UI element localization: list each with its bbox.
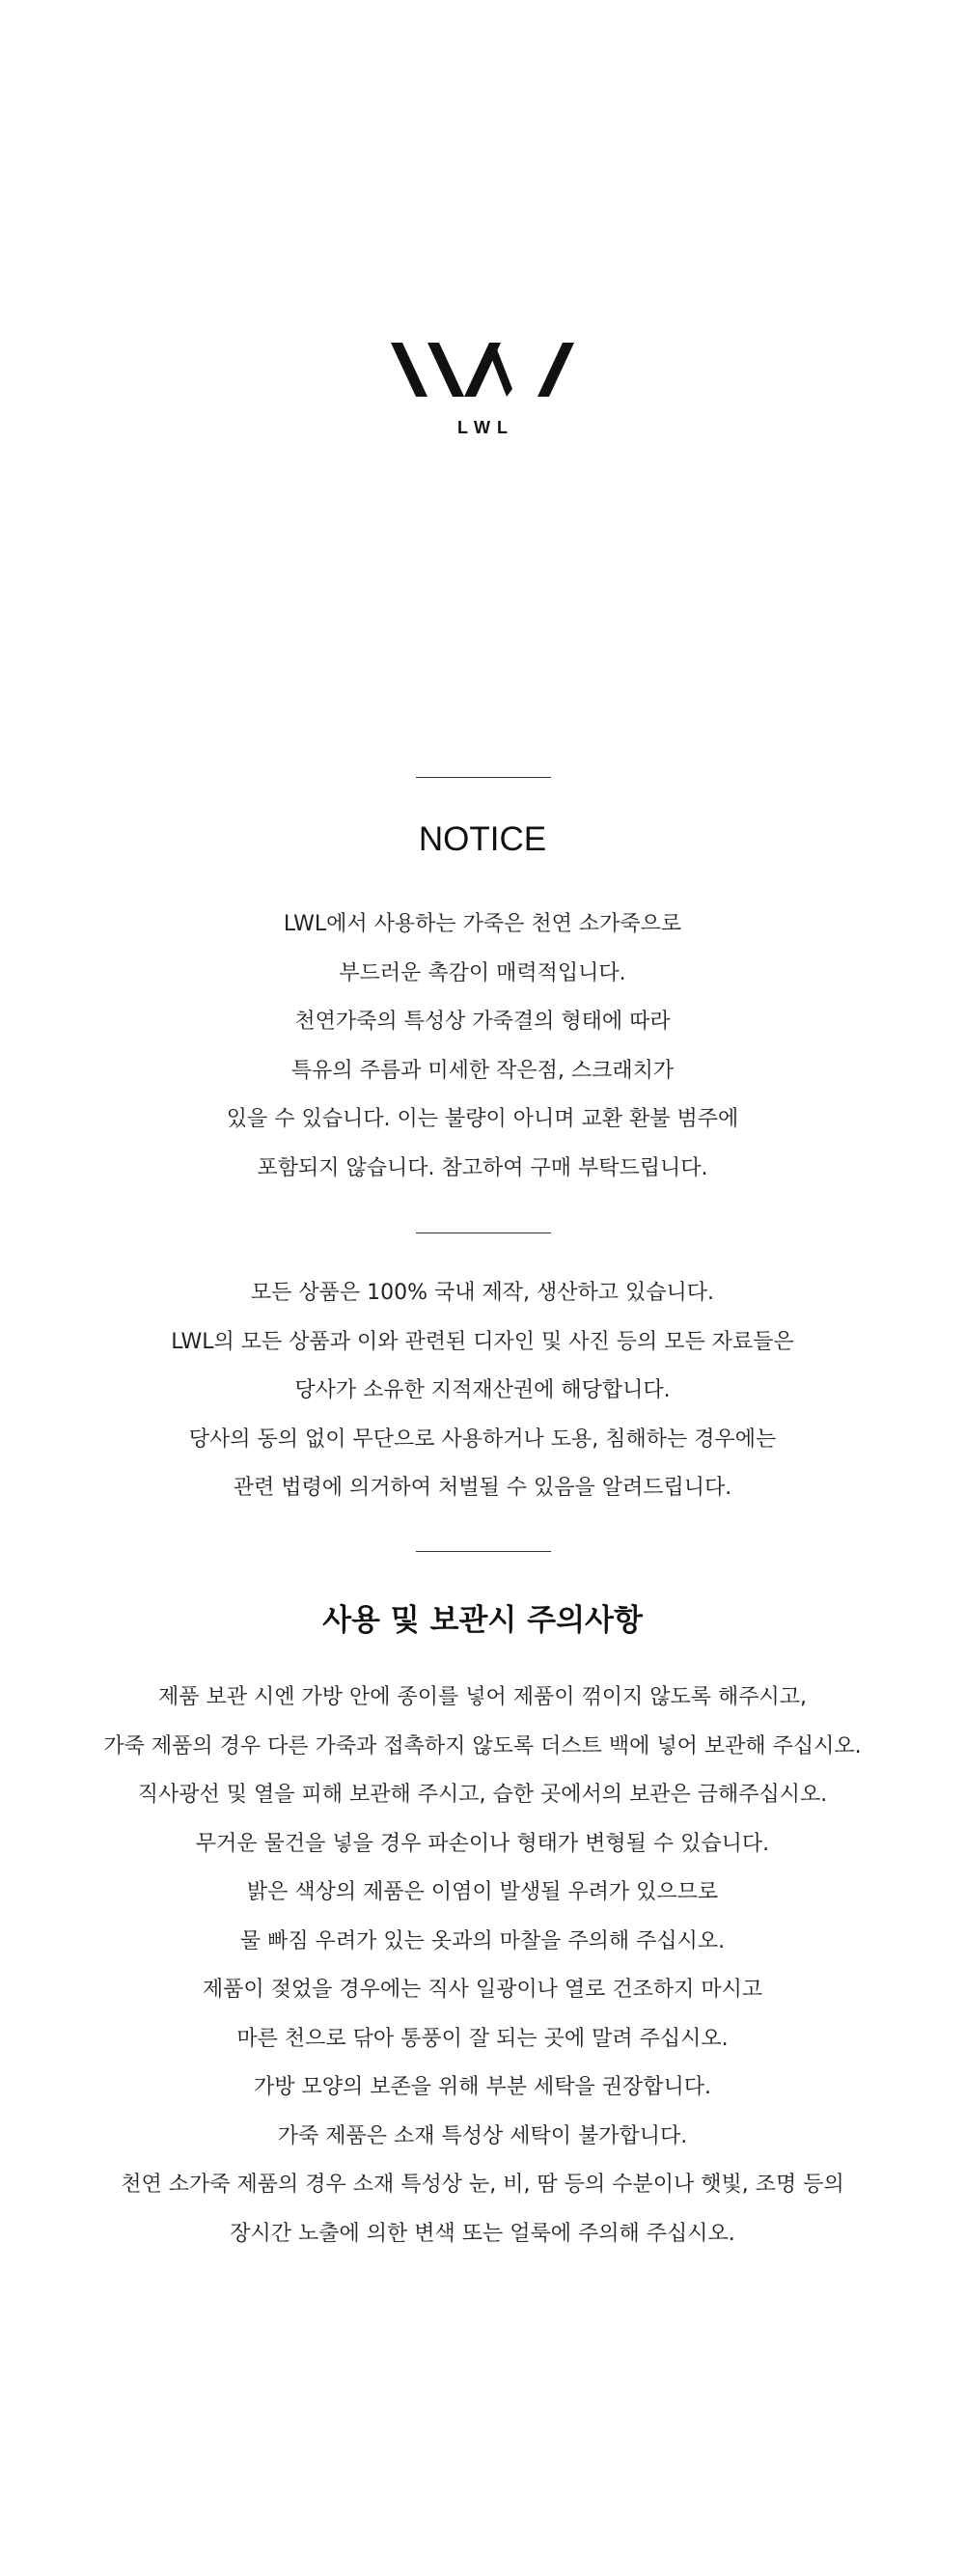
care-line: 천연 소가죽 제품의 경우 소재 특성상 눈, 비, 땀 등의 수분이나 햇빛, 조명 등의 <box>121 2173 844 2197</box>
care-line: 밝은 색상의 제품은 이염이 발생될 우려가 있으므로 <box>246 1880 719 1904</box>
lwl-logo-mark-icon <box>391 343 574 401</box>
notice-line: 특유의 주름과 미세한 작은점, 스크래치가 <box>290 1058 675 1083</box>
care-line: 가죽 제품은 소재 특성상 세탁이 불가합니다. <box>277 2123 688 2148</box>
copyright-line: 당사가 소유한 지적재산권에 해당합니다. <box>294 1378 671 1402</box>
notice-title: NOTICE <box>418 820 547 858</box>
care-line: 장시간 노출에 의한 변색 또는 얼룩에 주의해 주십시오. <box>230 2221 735 2246</box>
care-line: 직사광선 및 열을 피해 보관해 주시고, 습한 곳에서의 보관은 금해주십시오. <box>137 1783 828 1807</box>
notice-text <box>0 900 965 1193</box>
copyright-line: 관련 법령에 의거하여 처벌될 수 있음을 알려드립니다. <box>233 1476 732 1500</box>
notice-line: LWL에서 사용하는 가죽은 천연 소가죽으로 <box>283 912 682 936</box>
divider <box>416 1551 551 1552</box>
logo-wordmark: LWL <box>457 418 514 437</box>
divider <box>416 777 551 778</box>
care-line: 물 빠짐 우려가 있는 옷과의 마찰을 주의해 주십시오. <box>239 1928 726 1953</box>
copyright-line: LWL의 모든 상품과 이와 관련된 디자인 및 사진 등의 모든 자료들은 <box>171 1329 794 1354</box>
care-line: 제품이 젖었을 경우에는 직사 일광이나 열로 건조하지 마시고 <box>202 1978 763 2002</box>
notice-line: 있을 수 있습니다. 이는 불량이 아니며 교환 환불 범주에 <box>226 1107 739 1131</box>
care-line: 무거운 물건을 넣을 경우 파손이나 형태가 변형될 수 있습니다. <box>195 1831 770 1856</box>
brand-logo <box>0 343 965 438</box>
notice-line: 천연가죽의 특성상 가죽결의 형태에 따라 <box>294 1010 671 1034</box>
care-line: 제품 보관 시엔 가방 안에 종이를 넣어 제품이 꺾이지 않도록 해주시고, <box>158 1685 807 1709</box>
copyright-line: 모든 상품은 100% 국내 제작, 생산하고 있습니다. <box>250 1281 715 1305</box>
care-text <box>0 1674 965 2258</box>
care-title: 사용 및 보관시 주의사항 <box>322 1603 643 1638</box>
notice-line: 부드러운 촉감이 매력적입니다. <box>339 960 626 985</box>
copyright-line: 당사의 동의 없이 무단으로 사용하거나 도용, 침해하는 경우에는 <box>188 1426 777 1452</box>
care-line: 가방 모양의 보존을 위해 부분 세탁을 권장합니다. <box>254 2075 711 2099</box>
copyright-text <box>0 1269 965 1513</box>
care-line: 마른 천으로 닦아 통풍이 잘 되는 곳에 말려 주십시오. <box>236 2026 729 2051</box>
care-line: 가죽 제품의 경우 다른 가죽과 접촉하지 않도록 더스트 백에 넣어 보관해 주십시오. <box>103 1733 862 1759</box>
notice-line: 포함되지 않습니다. 참고하여 구매 부탁드립니다. <box>257 1155 708 1180</box>
